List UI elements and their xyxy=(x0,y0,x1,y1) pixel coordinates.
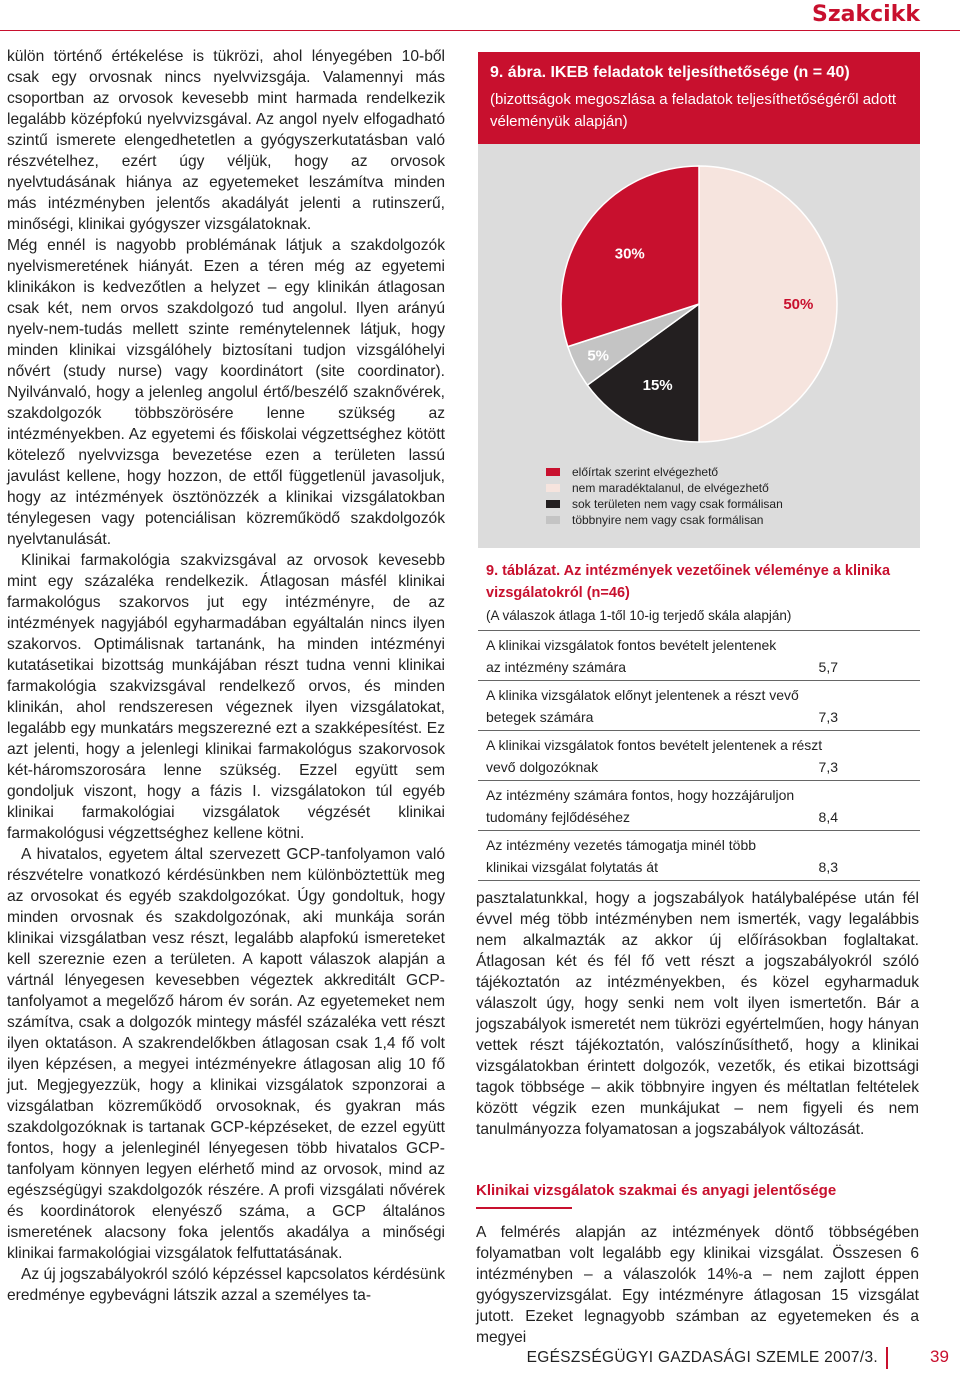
figure-header xyxy=(478,52,920,144)
legend-swatch xyxy=(546,500,560,508)
table-row xyxy=(478,631,920,681)
row-label-line1: A klinikai vizsgálatok fontos bevételt jelentenek xyxy=(486,637,777,653)
figure-subtitle: (bizottságok megoszlása a feladatok teljesíthetőségéről adott véleményük alapján) xyxy=(490,91,897,130)
pie-chart xyxy=(478,144,920,464)
row-label-line1: A klinikai vizsgálatok fontos bevételt jelentenek a részt xyxy=(486,737,823,753)
row-label-line2: klinikai vizsgálat folytatás át xyxy=(486,859,658,875)
figure-title: 9. ábra. IKEB feladatok teljesíthetősége (n = 40) xyxy=(490,64,850,81)
paragraph: A hivatalos, egyetem által szervezett GCP-tanfolyamon való részvételre vonatkozó kérdésünkben nem különböztettük meg az orvosokat és egyéb szakdolgozókat. Úgy gondoltuk, hogy minden orvosnak és szakdolgozónak, aki munkája során klinikai vizsgálatban vesz részt, legalább alapfokú ismereteket kell szereznie ezen a területen. A kapott válaszok alapján a vártnál lényegesen kevesebben végeztek akkreditált GCP-tanfolyamot a megelőző három év során. Az egyetemeket nem számítva, csak a dolgozók mintegy másfél százaléka vett részt ilyen oktatáson. A szakrendelőkben átlagosan csak 1,4 fő volt ilyen képzésen, a megyei intézményekre átlagosan alig 10 fő jut. Megjegyezzük, hogy a klinikai vizsgálatok szponzorai a vizsgálatban közreműködő orvosoknak, és gyakran más szakdolgozóknak is tartanak GCP-képzéseket, de ezzel együtt fontos, hogy a jelenleginél lényegesen több hivatalos GCP-tanfolyam könnyen legyen elérhető mind az orvosok, mind az egészségügyi szakdolgozók részére. A profi vizsgálati nővérek és koordinátorok elenyésző száma, a GCP általános ismeretének alacsony foka jelentős akadálya a minőségi klinikai farmakológiai vizsgálatok felfuttatásának. xyxy=(7,846,445,1262)
table-row xyxy=(478,681,920,731)
legend-swatch xyxy=(546,468,560,476)
table-body xyxy=(478,631,920,881)
legend-label: előírtak szerint elvégezhető xyxy=(572,465,719,479)
row-label-line1: Az intézmény számára fontos, hogy hozzájáruljon xyxy=(486,787,795,803)
chart-legend xyxy=(546,464,783,528)
row-value: 8,4 xyxy=(818,809,838,825)
row-label-line2: vevő dolgozóknak xyxy=(486,759,599,775)
footer-separator xyxy=(886,1347,888,1369)
table-row xyxy=(478,731,920,781)
slice-label: 30% xyxy=(614,245,645,263)
paragraph: pasztalatunkkal, hogy a jogszabályok hatálybalépése után fél évvel még több intézményben nem ismerték, vagy legalábbis nem alkalmazták az akkor új előírásokban foglaltakat. Átlagosan két és fél fő vett részt a jogszabályokról szóló tájékoztatón az intézményekben, és közel egyharmaduk válaszolt úgy, hogy senki nem volt ilyen ismertetőn. Bár a jogszabályok ismeretét nem tükrözi egyértelműen, hogy hányan vettek részt tájékoztatón, valószínűsíthető, hogy a klinikai vizsgálatokban érintett dolgozók, vezetők, és etikai bizottsági tagok többsége – akik többnyire ingyen és méltatlan feltételek között végzik ezen munkájukat – nem figyeli és nem tanulmányozza folyamatosan a jogszabályok változását. xyxy=(476,890,919,1138)
row-label-line1: A klinika vizsgálatok előnyt jelentenek a részt vevő xyxy=(486,687,799,703)
paragraph: A felmérés alapján az intézmények döntő többségében folyamatban volt legalább egy klinikai vizsgálat. Összesen 6 intézményben – a válaszolók 14%-a – nem zajlott éppen gyógyszervizsgálat. Egy intézményre átlagosan 15 vizsgálat jutott. Ezeket legnagyobb számban az egyetemeken és a megyei xyxy=(476,1224,919,1346)
page-header xyxy=(0,0,960,30)
legend-swatch xyxy=(546,484,560,492)
row-label-line2: tudomány fejlődéséhez xyxy=(486,809,630,825)
right-column xyxy=(476,888,919,1140)
paragraph: külön történő értékelése is tükrözi, ahol lényegében 10-ből csak egy orvosnak nincs nyelvvizsgája. Valamennyi más csoportban az orvosok kevesebb mint harmada rendelkezik legalább középfokú nyelvvizsgával. Az angol nyelv elfogadható szintű ismerete elengedhetetlen a gyógyszerkutatásban való részvételhez, ezért úgy véljük, hogy az orvosok nyelvtudásának hiánya az egyetemeket leszámítva minden más intézményben jelentős akadályát jelenti a rutinszerű, minőségi, klinikai gyógyszer vizsgálatoknak. xyxy=(7,48,445,233)
left-column xyxy=(7,46,445,1306)
figure-9 xyxy=(478,52,920,548)
row-label-line2: az intézmény számára xyxy=(486,659,627,675)
slice-label: 50% xyxy=(783,296,814,313)
journal-footer: EGÉSZSÉGÜGYI GAZDASÁGI SZEMLE 2007/3. xyxy=(526,1349,878,1366)
subheading: Klinikai vizsgálatok szakmai és anyagi jelentősége xyxy=(476,1182,837,1199)
legend-item xyxy=(546,512,783,528)
paragraph: Még ennél is nagyobb problémának látjuk a szakdolgozók nyelvismeretének hiányát. Ezen a téren még az egyetemi klinikákon is kedvezőtlen a helyzet – egy klinikán átlagosan csak két, nem orvos szakdolgozó tud angolul. Ilyen arányú nyelv-nem-tudás mellett szinte reménytelennek látjuk, hogy minden klinikai vizsgálóhely biztosítani tudjon vizsgálóhelyi nővért (study nurse) vagy koordinátort (site coordinator). Nyilvánvaló, hogy a jelenleg angolul értő/beszélő szaknővérek, szakdolgozók többszörösére lenne szükség az intézményekben. Az egyetemi és főiskolai végzettséghez kötött kötelező nyelvvizsga bevezetése ezen a területen lassú javulást kellene, hogy hozzon, de ettől függetlenül javasoljuk, hogy az intézmények ösztönözzék a klinikai vizsgálatokban ténylegesen vagy potenciálisan közreműködő szakdolgozók nyelvtanulását. xyxy=(7,237,445,548)
slice-label: 15% xyxy=(642,377,673,395)
table-subtitle: (A válaszok átlaga 1-től 10-ig terjedő skála alapján) xyxy=(478,604,920,631)
page-number: 39 xyxy=(930,1347,949,1366)
table-row xyxy=(478,831,920,881)
paragraph: Klinikai farmakológia szakvizsgával az orvosok kevesebb mint egy százaléka rendelkezik. Átlagosan másfél klinikai farmakológus szakorvos jut egy intézményre, de az intézmények nagyjából egyharmadában egyáltalán nincs ilyen szakorvos. Optimálisnak tartanánk, ha minden intézményi kutatásetikai bizottság munkájában részt tudna venni klinikai farmakológia szakvizsgával rendelkező orvos, és minden klinikán, ahol rendszeresen végeznek ilyen vizsgálatokat, legalább egy munkatárs megszerezné ezt a szakképesítést. Ez azt jelenti, hogy a jelenlegi klinikai farmakológus szakorvosok két-háromszorosára lenne szükség. Ezzel együtt sem gondoljuk viszont, hogy a fázis I. vizsgálatokon túl egyéb klinikai farmakológiai vizsgálatok végzését klinikai farmakológusi végzettséghez kellene kötni. xyxy=(7,552,445,842)
table-row xyxy=(478,781,920,831)
legend-label: többnyire nem vagy csak formálisan xyxy=(572,513,764,527)
legend-swatch xyxy=(546,516,560,524)
row-label-line1: Az intézmény vezetés támogatja minél több xyxy=(486,837,757,853)
header-rule xyxy=(0,30,960,31)
table-9 xyxy=(478,560,920,881)
subheading-rule xyxy=(476,1207,572,1209)
section-title: Szakcikk xyxy=(812,2,920,27)
row-value: 7,3 xyxy=(818,759,838,775)
right-column-continued xyxy=(476,1222,919,1348)
legend-item xyxy=(546,496,783,512)
paragraph: Az új jogszabályokról szóló képzéssel kapcsolatos kérdésünk eredménye egybevágni látszik azzal a személyes ta- xyxy=(7,1266,445,1304)
row-label-line2: betegek számára xyxy=(486,709,594,725)
legend-item xyxy=(546,464,783,480)
slice-label: 5% xyxy=(587,347,610,365)
legend-label: nem maradéktalanul, de elvégezhető xyxy=(572,481,769,495)
row-value: 8,3 xyxy=(818,859,838,875)
row-value: 5,7 xyxy=(818,659,838,675)
legend-label: sok területen nem vagy csak formálisan xyxy=(572,497,783,511)
pie-slice xyxy=(699,166,837,442)
table-title: 9. táblázat. Az intézmények vezetőinek véleménye a klinika vizsgálatokról (n=46) xyxy=(486,563,891,601)
row-value: 7,3 xyxy=(818,709,838,725)
legend-item xyxy=(546,480,783,496)
